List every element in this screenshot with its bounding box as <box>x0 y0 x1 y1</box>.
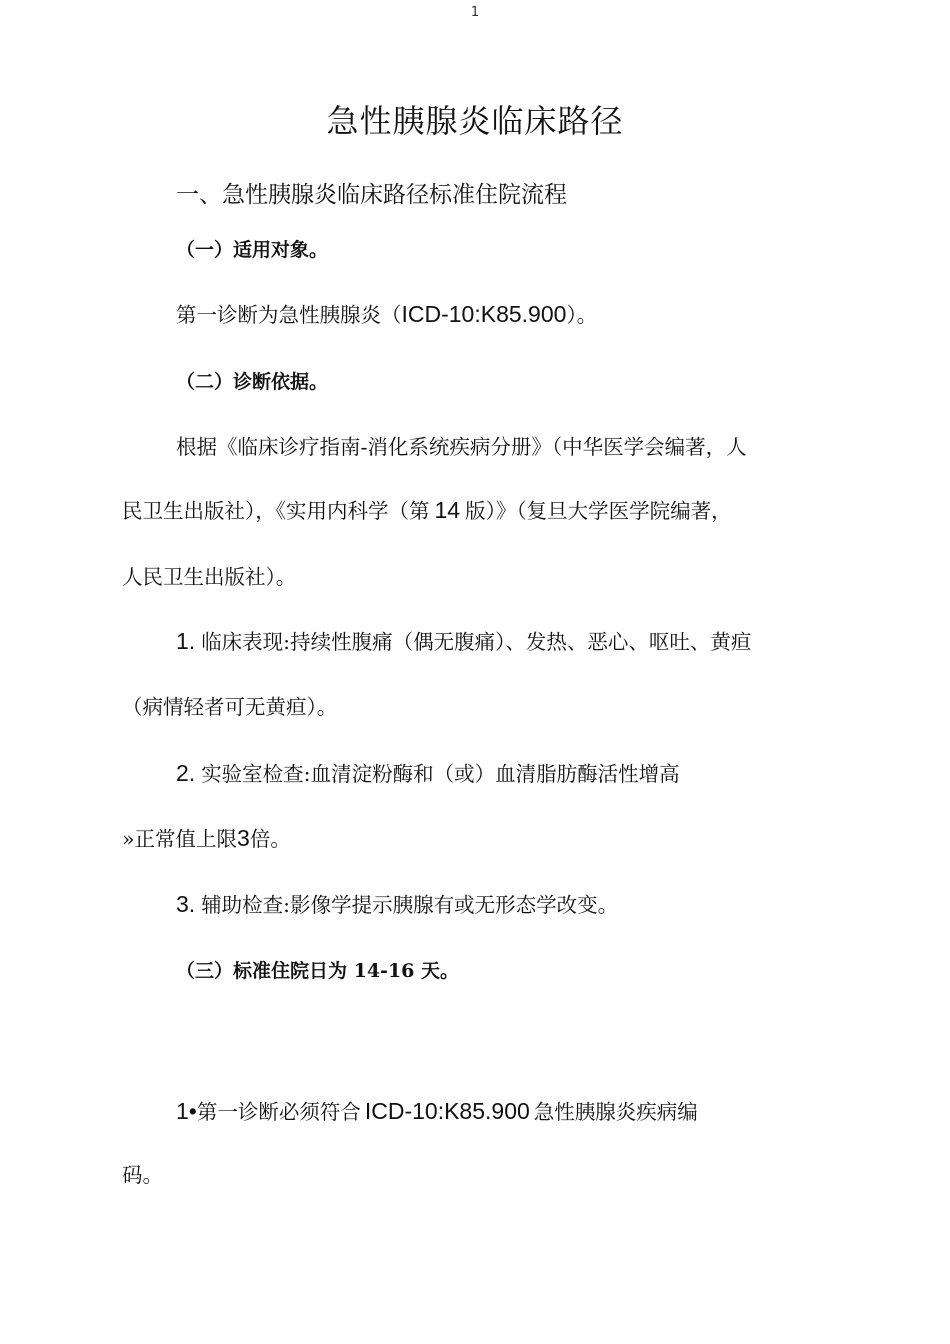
text: 第一诊断为急性胰腺炎（ <box>176 303 402 327</box>
item-number: 1• <box>176 1098 197 1124</box>
subsection-heading-diagnosis: （二）诊断依据。 <box>176 371 329 393</box>
section-heading: 一、急性胰腺炎临床路径标准住院流程 <box>176 182 567 208</box>
list-item-clinical-cont: （病情轻者可无黄疸）。 <box>122 695 338 719</box>
paragraph-basis-line3: 人民卫生出版社）。 <box>122 565 297 589</box>
text: 辅助检查:影像学提示胰腺有或无形态学改变。 <box>201 893 619 917</box>
icd-code: ICD-10:K85.900 <box>401 301 567 327</box>
text: ）。 <box>566 303 598 327</box>
text: 版）》（复旦大学医学院编著， <box>465 499 732 523</box>
paragraph-entry-criteria-cont: 码。 <box>122 1163 163 1187</box>
text: 倍。 <box>249 827 291 851</box>
paragraph-entry-criteria <box>176 1095 698 1125</box>
list-item-aux <box>176 888 618 918</box>
paragraph-applicable <box>176 298 597 328</box>
page-number: 1 <box>470 5 480 20</box>
text: »正常值上限 <box>122 827 238 851</box>
list-item-clinical <box>176 625 751 655</box>
edition-number: 14 <box>434 497 461 523</box>
list-item-lab <box>176 757 680 787</box>
icd-code: ICD-10:K85.900 <box>364 1098 530 1124</box>
text: 第一诊断必须符合 <box>196 1100 361 1124</box>
subsection-heading-applicable: （一）适用对象。 <box>176 239 329 261</box>
item-number: 1. <box>176 628 196 654</box>
subsection-heading-stay: （三）标准住院日为 14-16 天。 <box>176 960 459 982</box>
text: 实验室检查:血清淀粉酶和（或）血清脂肪酶活性增高 <box>201 762 680 786</box>
document-title: 急性胰腺炎临床路径 <box>326 102 624 140</box>
text: 临床表现:持续性腹痛（偶无腹痛）、发热、恶心、呕吐、黄疸 <box>201 630 752 654</box>
text: 民卫生出版社），《实用内科学（第 <box>122 499 430 523</box>
paragraph-basis-line2 <box>122 494 732 524</box>
paragraph-basis-line1: 根据《临床诊疗指南-消化系统疾病分册》（中华医学会编著，人 <box>176 435 747 459</box>
item-number: 2. <box>176 760 196 786</box>
text: 急性胰腺炎疾病编 <box>533 1100 698 1124</box>
times-value: 3 <box>237 825 250 851</box>
item-number: 3. <box>176 891 196 917</box>
list-item-lab-cont <box>122 822 291 852</box>
